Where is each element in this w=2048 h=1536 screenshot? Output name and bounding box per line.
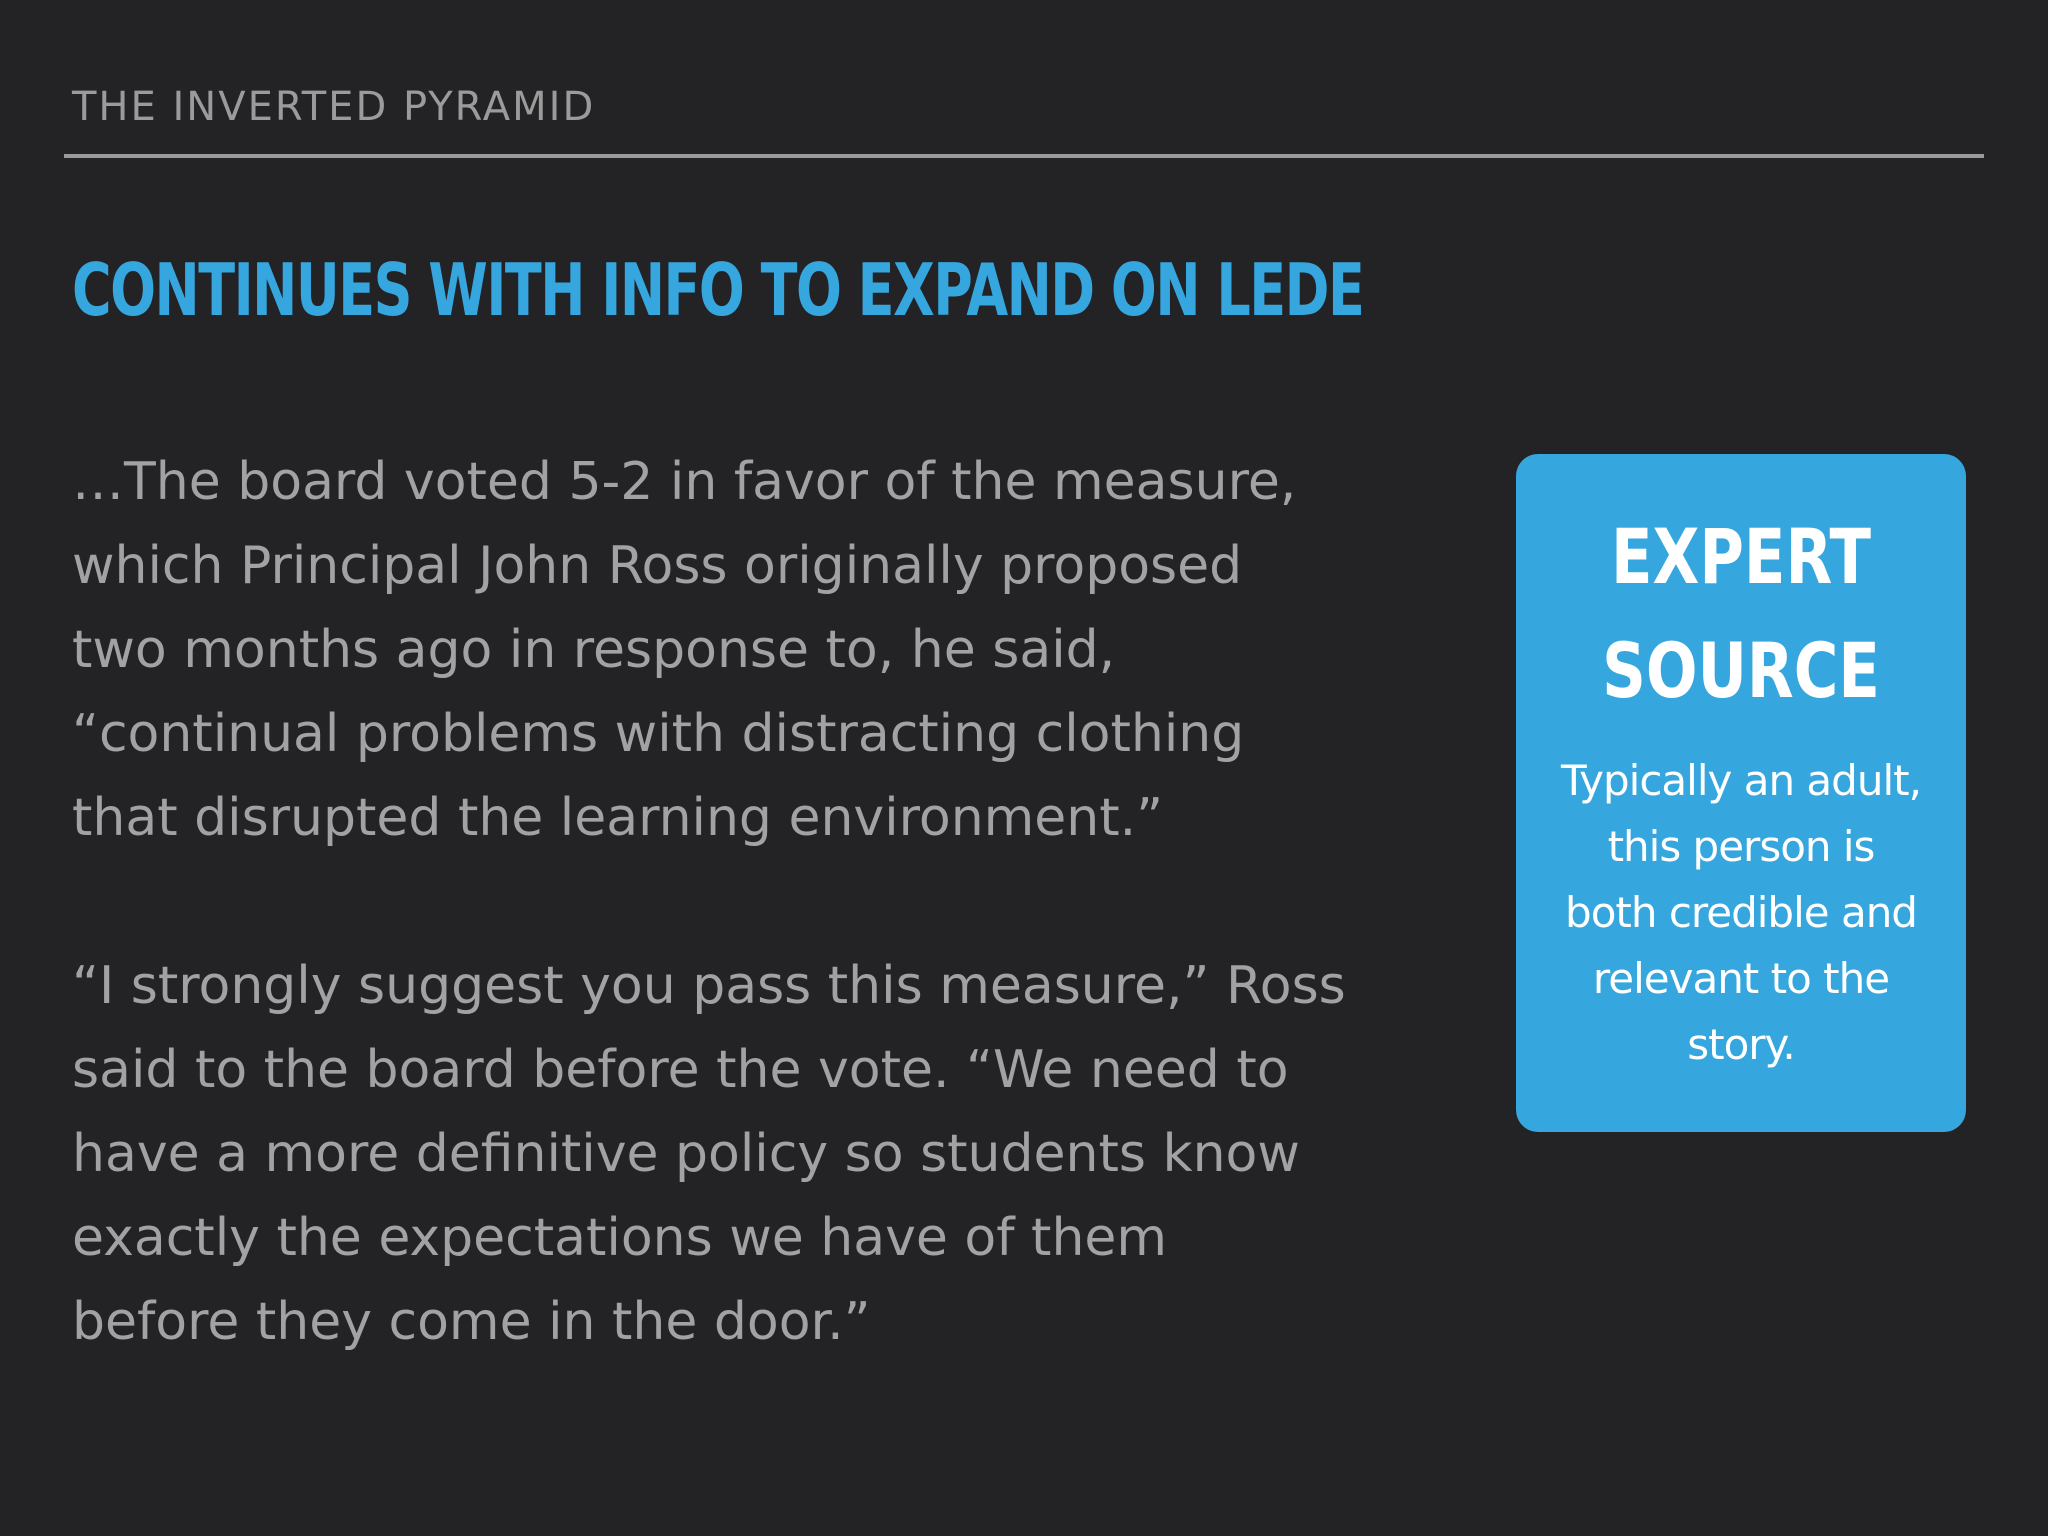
paragraph-line: before they come in the door.”	[72, 1292, 871, 1352]
callout-title-line: EXPERT	[1610, 512, 1872, 601]
story-paragraph-2	[72, 944, 1492, 1364]
callout-title-line: SOURCE	[1602, 626, 1880, 715]
paragraph-line: …The board voted 5-2 in favor of the measure,	[72, 452, 1297, 512]
callout-description-line: relevant to the	[1592, 954, 1890, 1003]
paragraph-line: “I strongly suggest you pass this measure,” Ross	[72, 956, 1346, 1016]
paragraph-line: that disrupted the learning environment.”	[72, 788, 1164, 848]
header-divider	[64, 154, 1984, 158]
paragraph-line: “continual problems with distracting clothing	[72, 704, 1245, 764]
slide-kicker: THE INVERTED PYRAMID	[72, 84, 596, 130]
paragraph-line: have a more definitive policy so students know	[72, 1124, 1300, 1184]
paragraph-line: which Principal John Ross originally proposed	[72, 536, 1243, 596]
paragraph-line: two months ago in response to, he said,	[72, 620, 1116, 680]
callout-title	[1516, 500, 1966, 728]
expert-source-callout	[1516, 454, 1966, 1132]
callout-description	[1516, 748, 1966, 1078]
paragraph-line: said to the board before the vote. “We need to	[72, 1040, 1289, 1100]
paragraph-line: exactly the expectations we have of them	[72, 1208, 1168, 1268]
slide-headline: CONTINUES WITH INFO TO EXPAND ON LEDE	[72, 248, 1364, 332]
story-paragraph-1	[72, 440, 1492, 860]
callout-description-line: both credible and	[1565, 888, 1917, 937]
callout-description-line: this person is	[1607, 822, 1875, 871]
callout-description-line: Typically an adult,	[1561, 756, 1921, 805]
callout-description-line: story.	[1687, 1020, 1795, 1069]
